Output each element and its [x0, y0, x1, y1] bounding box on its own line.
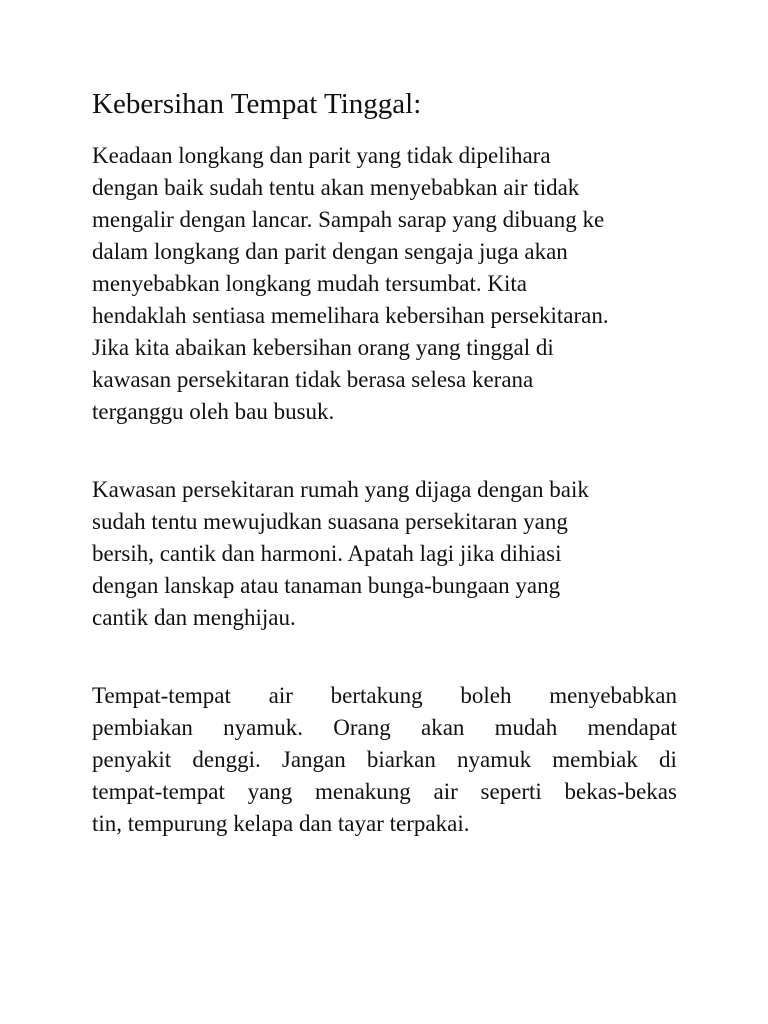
word: akan [421, 715, 465, 740]
word: nyamuk [457, 747, 532, 772]
word: seperti [480, 779, 542, 804]
word: Tempat-tempat [92, 683, 231, 708]
paragraph-line: dalam longkang dan parit dengan sengaja juga akan [92, 239, 568, 264]
word: dan [298, 811, 333, 836]
paragraph-line-justified [92, 712, 677, 744]
word: di [659, 747, 677, 772]
paragraph-line: hendaklah sentiasa memelihara kebersihan persekitaran. [92, 303, 609, 328]
word: mudah [494, 715, 558, 740]
paragraph-line: cantik dan menghijau. [92, 605, 296, 630]
word: nyamuk. [223, 715, 304, 740]
word: bekas-bekas [564, 779, 677, 804]
paragraph-line-justified [92, 680, 677, 712]
paragraph-line: Keadaan longkang dan parit yang tidak dipelihara [92, 143, 551, 168]
paragraph-line-justified [92, 776, 677, 808]
paragraph-line: mengalir dengan lancar. Sampah sarap yang dibuang ke [92, 207, 605, 232]
document-title: Kebersihan Tempat Tinggal: [92, 88, 422, 120]
word: Jangan [281, 747, 346, 772]
word: menakung [315, 779, 411, 804]
paragraph-line: menyebabkan longkang mudah tersumbat. Kita [92, 271, 527, 296]
paragraph-line: terganggu oleh bau busuk. [92, 399, 335, 424]
paragraph-line: bersih, cantik dan harmoni. Apatah lagi jika dihiasi [92, 541, 562, 566]
word: kelapa [233, 811, 294, 836]
paragraph-line: Jika kita abaikan kebersihan orang yang tinggal di [92, 335, 554, 360]
word: bertakung [330, 683, 423, 708]
word: air [433, 779, 458, 804]
word: denggi. [192, 747, 261, 772]
word: tayar [337, 811, 384, 836]
word: tin, [92, 811, 123, 836]
word: tempat-tempat [92, 779, 225, 804]
word: Orang [333, 715, 391, 740]
word: air [268, 683, 293, 708]
paragraph-line-last [92, 808, 677, 840]
word: boleh [460, 683, 512, 708]
word: biarkan [366, 747, 436, 772]
word: tempurung [127, 811, 228, 836]
word: terpakai. [389, 811, 470, 836]
paragraph-line: kawasan persekitaran tidak berasa selesa kerana [92, 367, 534, 392]
paragraph-stagnant-water [92, 680, 677, 840]
paragraph-drain-cleanliness [92, 140, 677, 428]
document-page [92, 86, 677, 840]
word: pembiakan [92, 715, 193, 740]
word: mendapat [587, 715, 677, 740]
paragraph-line: Kawasan persekitaran rumah yang dijaga dengan baik [92, 477, 589, 502]
paragraph-line: dengan baik sudah tentu akan menyebabkan air tidak [92, 175, 580, 200]
word: menyebabkan [549, 683, 677, 708]
word: penyakit [92, 747, 172, 772]
paragraph-line-justified [92, 744, 677, 776]
paragraph-house-surroundings [92, 474, 677, 634]
paragraph-line: dengan lanskap atau tanaman bunga-bungaan yang [92, 573, 561, 598]
paragraph-line: sudah tentu mewujudkan suasana persekitaran yang [92, 509, 568, 534]
word: membiak [552, 747, 638, 772]
word: yang [247, 779, 293, 804]
